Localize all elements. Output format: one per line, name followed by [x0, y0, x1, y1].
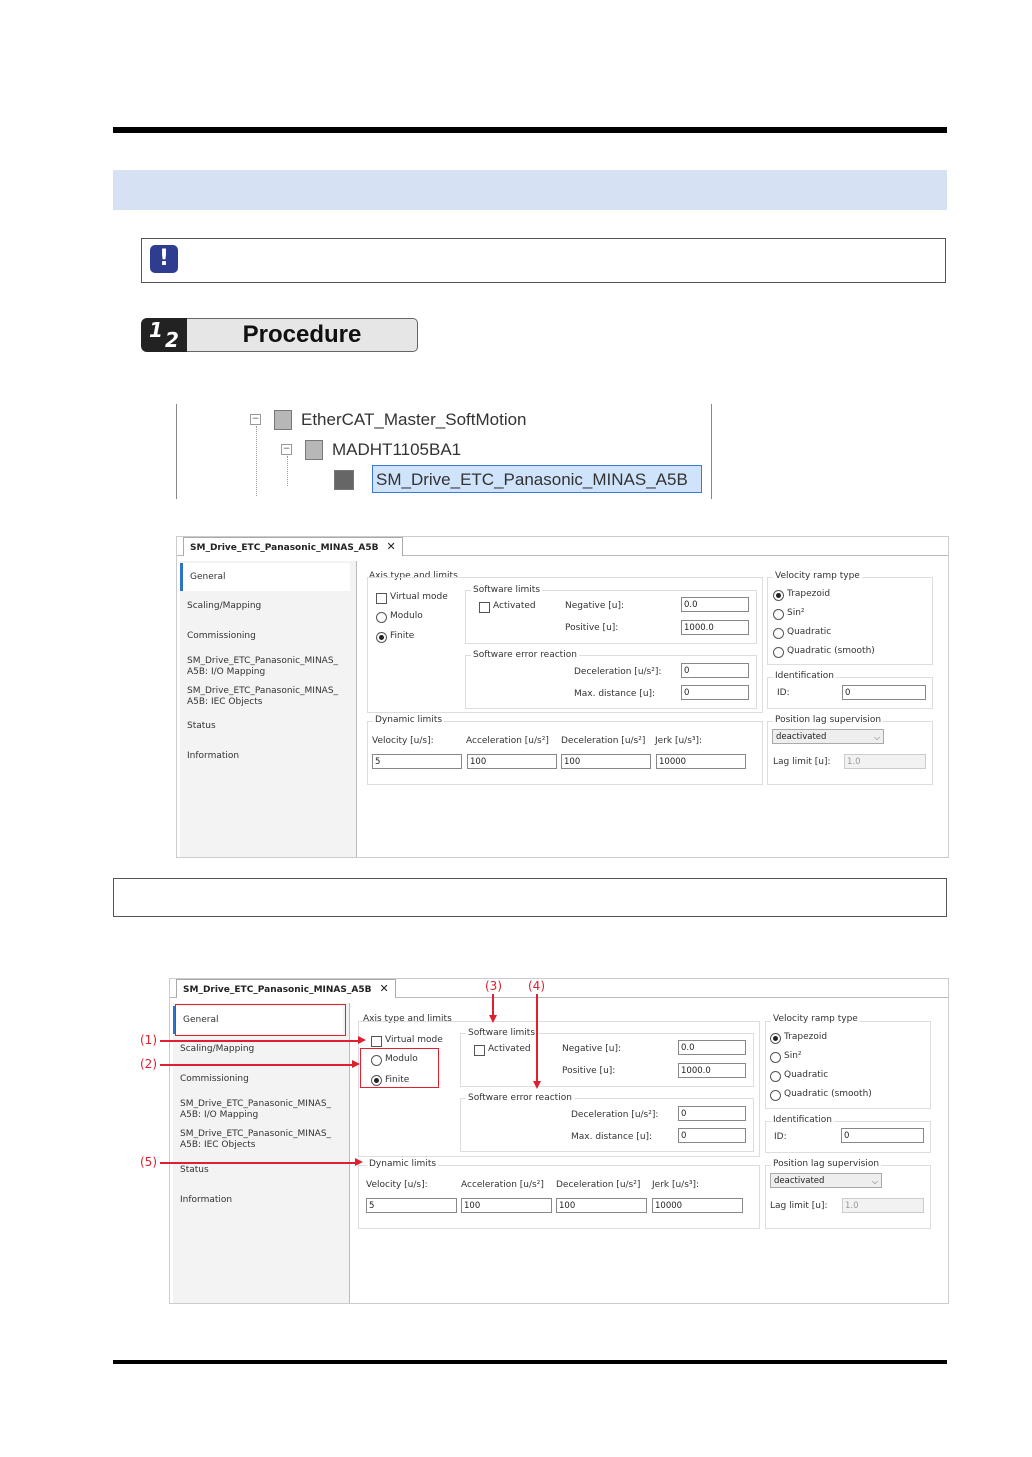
- drive-axis-icon: [334, 470, 354, 490]
- deceleration-input[interactable]: 100: [556, 1198, 647, 1213]
- axis-editor-screenshot-1: [176, 536, 949, 858]
- callout-3: (3): [485, 979, 502, 993]
- ramp-quadratic-smooth-radio[interactable]: [773, 647, 784, 658]
- error-decel-input[interactable]: 0: [681, 663, 749, 678]
- negative-label: Negative [u]:: [565, 601, 625, 611]
- position-lag-title: Position lag supervision: [775, 715, 882, 725]
- dynamic-limits-title: Dynamic limits: [369, 1159, 437, 1169]
- ramp-quadratic-label: Quadratic: [784, 1070, 829, 1080]
- finite-radio[interactable]: [376, 632, 387, 643]
- lag-limit-input[interactable]: 1.0: [842, 1198, 924, 1213]
- note-box: [141, 238, 946, 283]
- ramp-quadratic-smooth-label: Quadratic (smooth): [784, 1089, 872, 1099]
- lag-limit-input[interactable]: 1.0: [844, 754, 926, 769]
- nav-status[interactable]: Status: [187, 721, 216, 731]
- virtual-mode-checkbox[interactable]: [371, 1036, 382, 1047]
- dynamic-limits-group: [367, 721, 763, 785]
- callout-1-line: [160, 1040, 358, 1042]
- software-error-title: Software error reaction: [468, 1093, 572, 1103]
- editor-tab-label: SM_Drive_ETC_Panasonic_MINAS_A5B: [190, 543, 379, 553]
- software-limits-title: Software limits: [473, 585, 541, 595]
- exclamation-icon: !: [150, 245, 178, 273]
- callout-4-line: [536, 994, 538, 1082]
- position-lag-value: deactivated: [776, 732, 827, 742]
- velocity-input[interactable]: 5: [372, 754, 462, 769]
- device-tree: [176, 404, 712, 499]
- callout-2: (2): [140, 1057, 157, 1071]
- ramp-sin2-radio[interactable]: [770, 1052, 781, 1063]
- nav-information[interactable]: Information: [187, 751, 240, 761]
- editor-tab[interactable]: [176, 979, 396, 998]
- id-label: ID:: [777, 688, 790, 698]
- nav-status[interactable]: Status: [180, 1165, 209, 1175]
- velocity-label: Velocity [u/s]:: [366, 1180, 428, 1190]
- procedure-title: Procedure: [187, 318, 418, 352]
- ramp-sin2-radio[interactable]: [773, 609, 784, 620]
- tree-item-slave[interactable]: MADHT1105BA1: [332, 440, 462, 459]
- tree-guide-line: [256, 426, 257, 496]
- callout-3-line: [492, 994, 494, 1016]
- lag-limit-label: Lag limit [u]:: [770, 1201, 828, 1211]
- velocity-input[interactable]: 5: [366, 1198, 457, 1213]
- software-limits-title: Software limits: [468, 1028, 536, 1038]
- jerk-label: Jerk [u/s³]:: [655, 736, 703, 746]
- nav-general[interactable]: General: [180, 563, 350, 591]
- finite-label: Finite: [385, 1075, 410, 1085]
- positive-label: Positive [u]:: [562, 1066, 616, 1076]
- positive-input[interactable]: 1000.0: [678, 1063, 746, 1078]
- ramp-trapezoid-radio[interactable]: [770, 1033, 781, 1044]
- callout-5-line: [160, 1162, 356, 1164]
- nav-general[interactable]: General: [173, 1006, 343, 1034]
- finite-label: Finite: [390, 631, 415, 641]
- callout-5-arrow: [355, 1158, 363, 1166]
- ramp-sin2-label: Sin²: [784, 1051, 802, 1061]
- nav-scaling-mapping[interactable]: Scaling/Mapping: [187, 601, 262, 611]
- top-rule: [113, 127, 947, 133]
- identification-title: Identification: [773, 1115, 833, 1125]
- max-distance-input[interactable]: 0: [681, 685, 749, 700]
- highlight-modulo-finite: [360, 1048, 439, 1088]
- dynamic-limits-title: Dynamic limits: [375, 715, 443, 725]
- procedure-heading: [141, 318, 418, 352]
- procedure-num1: 1: [149, 318, 163, 342]
- deceleration-input[interactable]: 100: [561, 754, 651, 769]
- negative-label: Negative [u]:: [562, 1044, 622, 1054]
- callout-1: (1): [140, 1033, 157, 1047]
- lag-limit-label: Lag limit [u]:: [773, 757, 831, 767]
- nav-commissioning[interactable]: Commissioning: [180, 1074, 249, 1084]
- deceleration-label: Deceleration [u/s²]: [556, 1180, 641, 1190]
- callout-4-arrow: [533, 1081, 541, 1089]
- ramp-sin2-label: Sin²: [787, 608, 805, 618]
- callout-1-arrow: [358, 1036, 366, 1044]
- virtual-mode-checkbox[interactable]: [376, 593, 387, 604]
- velocity-label: Velocity [u/s]:: [372, 736, 434, 746]
- virtual-mode-label: Virtual mode: [385, 1035, 443, 1045]
- id-input[interactable]: 0: [841, 1128, 924, 1143]
- max-distance-label: Max. distance [u]:: [571, 1132, 653, 1142]
- ramp-quadratic-label: Quadratic: [787, 627, 832, 637]
- procedure-num2: 2: [165, 328, 179, 352]
- error-decel-input[interactable]: 0: [678, 1106, 746, 1121]
- chevron-down-icon: ⌵: [871, 1177, 878, 1186]
- position-lag-value: deactivated: [774, 1176, 825, 1186]
- activated-label: Activated: [493, 601, 536, 611]
- nav-io-mapping[interactable]: SM_Drive_ETC_Panasonic_MINAS_ A5B: I/O Mapping: [187, 656, 339, 677]
- nav-iec-objects[interactable]: SM_Drive_ETC_Panasonic_MINAS_ A5B: IEC Objects: [187, 686, 339, 707]
- activated-label: Activated: [488, 1044, 531, 1054]
- axis-type-title: Axis type and limits: [363, 1014, 452, 1024]
- software-error-title: Software error reaction: [473, 650, 577, 660]
- modulo-label: Modulo: [385, 1054, 418, 1064]
- position-lag-select[interactable]: [770, 1173, 882, 1188]
- velocity-ramp-title: Velocity ramp type: [773, 1014, 858, 1024]
- chevron-down-icon: ⌵: [873, 733, 880, 742]
- slave-device-icon: [305, 440, 323, 460]
- close-icon[interactable]: ✕: [379, 982, 389, 995]
- editor-tab-label: SM_Drive_ETC_Panasonic_MINAS_A5B: [183, 985, 372, 995]
- callout-5: (5): [140, 1155, 157, 1169]
- ramp-quadratic-smooth-radio[interactable]: [770, 1090, 781, 1101]
- tree-guide-line: [287, 456, 288, 486]
- error-decel-label: Deceleration [u/s²]:: [571, 1110, 659, 1120]
- jerk-input[interactable]: 10000: [652, 1198, 743, 1213]
- ramp-quadratic-radio[interactable]: [770, 1071, 781, 1082]
- caption-box: [113, 878, 947, 917]
- ramp-quadratic-smooth-label: Quadratic (smooth): [787, 646, 875, 656]
- negative-input[interactable]: 0.0: [678, 1040, 746, 1055]
- jerk-label: Jerk [u/s³]:: [652, 1180, 700, 1190]
- negative-input[interactable]: 0.0: [681, 597, 749, 612]
- software-limits-activated-checkbox[interactable]: [474, 1045, 485, 1056]
- modulo-radio[interactable]: [376, 612, 387, 623]
- procedure-steps-icon: [141, 318, 187, 352]
- bottom-rule: [113, 1360, 947, 1364]
- callout-2-arrow: [352, 1060, 360, 1068]
- max-distance-input[interactable]: 0: [678, 1128, 746, 1143]
- error-decel-label: Deceleration [u/s²]:: [574, 667, 662, 677]
- nav-iec-objects[interactable]: SM_Drive_ETC_Panasonic_MINAS_ A5B: IEC Objects: [180, 1129, 332, 1150]
- acceleration-input[interactable]: 100: [467, 754, 557, 769]
- editor-tabbar: [177, 537, 948, 556]
- axis-type-title: Axis type and limits: [369, 571, 458, 581]
- section-header-band: [113, 170, 947, 210]
- callout-4: (4): [528, 979, 545, 993]
- ramp-trapezoid-label: Trapezoid: [784, 1032, 828, 1042]
- ramp-quadratic-radio[interactable]: [773, 628, 784, 639]
- positive-label: Positive [u]:: [565, 623, 619, 633]
- tree-item-master[interactable]: EtherCAT_Master_SoftMotion: [301, 410, 527, 429]
- editor-tab[interactable]: [183, 537, 403, 556]
- editor-tabbar: [170, 979, 948, 998]
- acceleration-input[interactable]: 100: [461, 1198, 552, 1213]
- modulo-label: Modulo: [390, 611, 423, 621]
- deceleration-label: Deceleration [u/s²]: [561, 736, 646, 746]
- tree-collapse-icon[interactable]: −: [282, 444, 291, 454]
- id-label: ID:: [774, 1132, 787, 1142]
- close-icon[interactable]: ✕: [386, 540, 396, 553]
- jerk-input[interactable]: 10000: [656, 754, 746, 769]
- ramp-trapezoid-label: Trapezoid: [787, 589, 831, 599]
- id-input[interactable]: 0: [842, 685, 926, 700]
- acceleration-label: Acceleration [u/s²]: [461, 1180, 544, 1190]
- nav-scaling-mapping[interactable]: Scaling/Mapping: [180, 1044, 255, 1054]
- position-lag-title: Position lag supervision: [773, 1159, 880, 1169]
- software-limits-activated-checkbox[interactable]: [479, 602, 490, 613]
- nav-commissioning[interactable]: Commissioning: [187, 631, 256, 641]
- ramp-trapezoid-radio[interactable]: [773, 590, 784, 601]
- callout-2-line: [160, 1064, 353, 1066]
- position-lag-select[interactable]: [772, 729, 884, 744]
- acceleration-label: Acceleration [u/s²]: [466, 736, 549, 746]
- identification-title: Identification: [775, 671, 835, 681]
- positive-input[interactable]: 1000.0: [681, 620, 749, 635]
- dynamic-limits-group: [358, 1165, 760, 1229]
- nav-information[interactable]: Information: [180, 1195, 233, 1205]
- tree-item-drive[interactable]: SM_Drive_ETC_Panasonic_MINAS_A5B: [376, 470, 688, 489]
- nav-io-mapping[interactable]: SM_Drive_ETC_Panasonic_MINAS_ A5B: I/O Mapping: [180, 1099, 332, 1120]
- callout-3-arrow: [489, 1015, 497, 1023]
- tree-collapse-icon[interactable]: −: [251, 414, 260, 424]
- master-device-icon: [274, 410, 292, 430]
- velocity-ramp-title: Velocity ramp type: [775, 571, 860, 581]
- highlight-general: [175, 1004, 346, 1036]
- max-distance-label: Max. distance [u]:: [574, 689, 656, 699]
- virtual-mode-label: Virtual mode: [390, 592, 448, 602]
